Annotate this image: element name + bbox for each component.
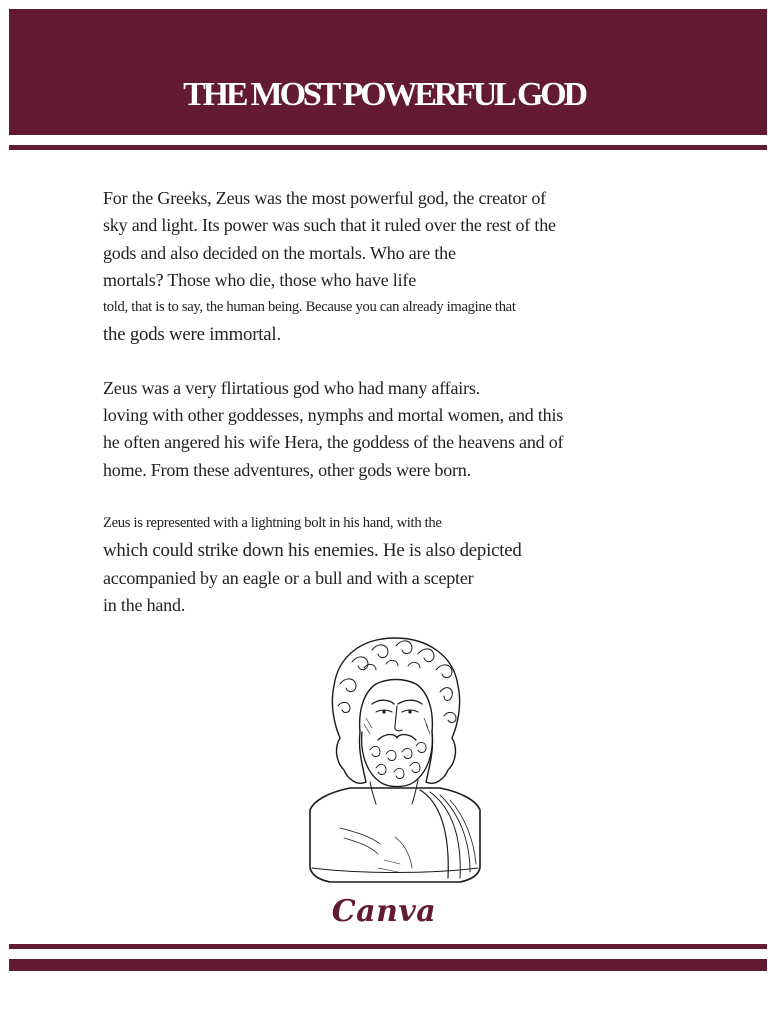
- text-line: gods and also decided on the mortals. Who are the: [103, 242, 456, 263]
- text-line: in the hand.: [103, 594, 186, 615]
- text-line: the gods were immortal.: [103, 324, 281, 346]
- top-divider: [9, 145, 767, 150]
- page-title: THE MOST POWERFUL GOD: [183, 75, 585, 113]
- paragraph-2: [103, 375, 663, 484]
- zeus-bust-illustration: [300, 632, 490, 884]
- text-line: accompanied by an eagle or a bull and with a scepter: [103, 567, 474, 588]
- article-body: [103, 185, 663, 619]
- text-line: which could strike down his enemies. He is also depicted: [103, 540, 522, 562]
- text-line: Zeus is represented with a lightning bolt in his hand, with the: [103, 514, 442, 531]
- text-line: mortals? Those who die, those who have life: [103, 269, 416, 290]
- text-line: loving with other goddesses, nymphs and mortal women, and this: [103, 405, 564, 426]
- bottom-divider-thin: [9, 944, 767, 949]
- paragraph-1: [103, 185, 663, 349]
- text-line: Zeus was a very flirtatious god who had many affairs.: [103, 377, 480, 398]
- text-line: sky and light. Its power was such that it ruled over the rest of the: [103, 215, 556, 236]
- text-line: For the Greeks, Zeus was the most powerful god, the creator of: [103, 188, 546, 208]
- paragraph-gap: [103, 349, 663, 375]
- bottom-divider-thick: [9, 959, 767, 971]
- text-line: home. From these adventures, other gods were born.: [103, 459, 471, 480]
- text-line: told, that is to say, the human being. Because you can already imagine that: [103, 299, 516, 316]
- canva-signature: Canva: [331, 894, 437, 929]
- paragraph-gap: [103, 484, 663, 510]
- text-line: he often angered his wife Hera, the goddess of the heavens and of: [103, 432, 564, 453]
- paragraph-3: [103, 510, 663, 619]
- header-banner: [9, 9, 767, 135]
